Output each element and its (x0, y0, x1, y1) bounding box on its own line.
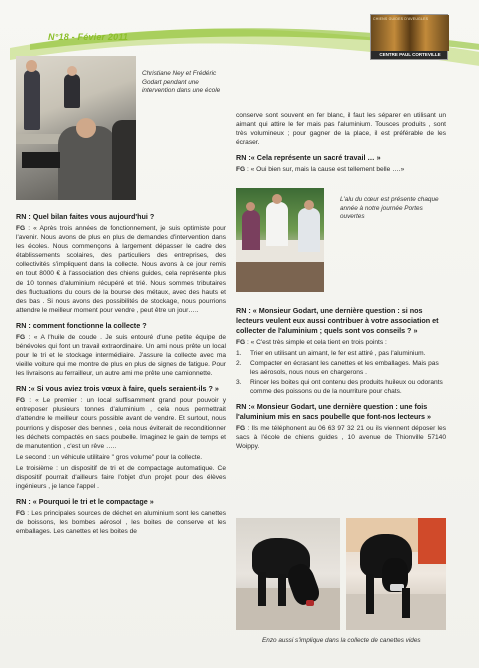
answer-paragraph (236, 338, 446, 347)
answer-paragraph (236, 424, 446, 451)
question-heading: RN : « Monsieur Godart, une dernière question : si nos lecteurs veulent eux aussi contribuer à votre association et collecter de l'aluminium ; quels sont vos conseils ? » (236, 306, 439, 335)
right-column-top (236, 111, 446, 176)
question-heading: RN :« Si vous aviez trois vœux à faire, quels seraient-ils ? » (16, 384, 219, 394)
list-item: 1. Trier en utilisant un aimant, le fer est attiré , pas l'aluminium. (236, 349, 426, 357)
right-column-middle (236, 306, 446, 454)
caption-photo-2: L'alu du cœur est présente chaque année à notre journée Portes ouvertes (340, 196, 439, 221)
question-heading: RN :« Monsieur Godart, une dernière question : une fois l'aluminium mis en sacs poubelle que font-nos lecteurs » (236, 402, 432, 422)
speaker-label: FG (236, 338, 246, 346)
list-item: 2. Compacter en écrasant les canettes et les emballages. Mais pas les aérosols, nous nous en chargerons . (236, 360, 439, 377)
speaker-label: FG (236, 425, 246, 433)
answer-paragraph (16, 396, 226, 451)
answer-text: : « Oui bien sur, mais la cause est tellement belle ….» (245, 166, 405, 174)
answer-text: : « A l'huile de coude . Je suis entouré d'une petite équipe de bénévoles qui font un travail extraordinaire. Un ami nous prête un local pour le tri et le stockage intermédiaire. J'assure la collecte avec ma vieille voiture qui me montre de plus en plus de signes de fatigue. Pour les livraisons au ferrailleur, un autre ami me prête une camionnette. (16, 333, 226, 378)
photo-open-house (236, 188, 324, 292)
answer-text: : Ils me téléphonent au 06 63 97 32 21 ou ils viennent déposer les sacs à l'école de chiens guides , 10 avenue de Thionville 57140 Woippy. (236, 425, 446, 451)
logo-tagline: CHIENS GUIDES D'AVEUGLES (373, 17, 429, 21)
paragraph: conserve sont souvent en fer blanc, il faut les séparer en utilisant un aimant qui attire le fer mais pas l'aluminium. Tousces produits , sont très volumineux ; pour gagner de la place, il est préférable de les écraser. (236, 112, 446, 147)
answer-paragraph (16, 224, 226, 315)
question-heading: RN : « Pourquoi le tri et le compactage » (16, 497, 154, 507)
speaker-label: FG (16, 224, 26, 232)
paragraph: Le troisième : un dispositif de tri et de compactage automatique. Ce dispositif pourrait d'ailleurs faire l'objet d'un projet pour des élèves ingénieurs , je lance l'appel . (16, 464, 226, 491)
answer-paragraph (16, 509, 226, 536)
photo-school-intervention (16, 56, 136, 200)
centre-logo (370, 14, 448, 60)
photo-dog-collecting-2 (346, 518, 446, 630)
list-item: 3. Rincer les boites qui ont contenu des produits huileux ou odorants comme des poissons ou de la nourriture pour chats. (236, 379, 443, 396)
answer-paragraph (16, 333, 226, 378)
caption-photo-1: Christiane Ney et Frédéric Godart pendant une intervention dans une école (142, 70, 221, 95)
speaker-label: FG (16, 333, 26, 341)
question-heading: RN :« Cela représente un sacré travail … » (236, 153, 381, 163)
photo-dog-collecting-1 (236, 518, 340, 630)
answer-text: : « Le premier : un local suffisamment grand pour pouvoir y entreposer plusieurs tonnes d'aluminium , cela nous permettrait d'attendre le meilleur cours possible avant de vendre. Et surtout, nous pourrions y disposer des bennes , cela nous éviterait de reconditionner les déchets compactés en sacs poubelle. Imaginez le gain de temps et de manutention , c'est un rêve ….. (16, 397, 226, 450)
left-column (16, 212, 226, 538)
question-heading: RN : Quel bilan faites vous aujourd'hui ? (16, 212, 155, 221)
speaker-label: FG (16, 510, 26, 518)
issue-number: N°18 - Févier 2011 (48, 32, 129, 42)
speaker-label: FG (16, 397, 26, 405)
answer-text: : « Après trois années de fonctionnement, je suis optimiste pour l'avenir. Nous avons de plus en plus de demandes d'intervention dans les écoles. Nous commençons à largement dépasser le cadre des établissements scolaires, des particuliers des entreprises, des collectivités s'impliquent dans la collecte. Nous avons à ce jour remis en tout 8000 € à l'association des chiens guides, cela représente plus de 10 tonnes d'aluminium récupéré et trié. Nous sommes tributaires des fluctuations du cours de la bourse des métaux, avec des hauts et des bas . Si nous avons des possibilités de stockage, nous pourrions attendre le meilleur moment pour vendre , peut être un jour….. (16, 224, 226, 314)
paragraph: Le second : un véhicule utilitaire " gros volume" pour la collecte. (16, 453, 203, 461)
answer-text: : « C'est très simple et cela tient en trois points : (245, 338, 387, 346)
caption-photos-3-4: Enzo aussi s'implique dans la collecte de canettes vides (262, 637, 421, 644)
logo-name: CENTRE PAUL CORTEVILLE (379, 52, 441, 57)
advice-list (236, 349, 446, 396)
answer-paragraph (236, 165, 446, 174)
speaker-label: FG (236, 166, 246, 174)
answer-text: : Les principales sources de déchet en aluminium sont les canettes de boissons, les bombes aérosol , les boites de conserve et les emballages. Les canettes et les boites de (16, 510, 226, 536)
question-heading: RN : comment fonctionne la collecte ? (16, 320, 147, 330)
